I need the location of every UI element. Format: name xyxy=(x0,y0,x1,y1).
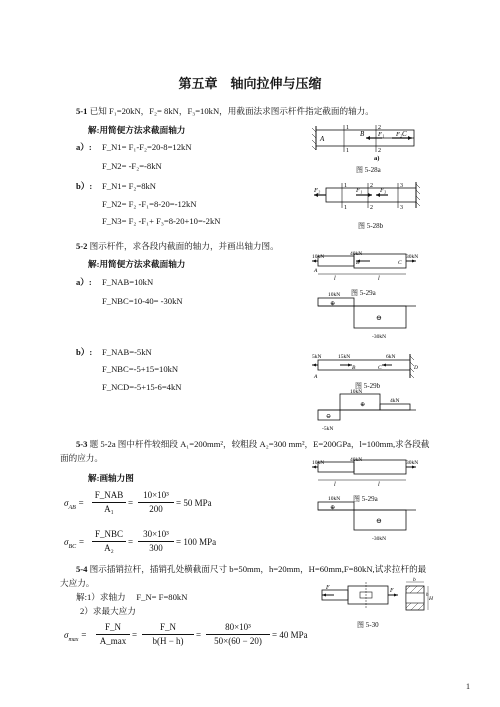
force-value: -30kN xyxy=(372,536,387,542)
subfigure-label: a) xyxy=(374,155,380,162)
force-label: F xyxy=(326,585,330,591)
problem-text: 图示杆件，求各段内截面的轴力，并画出轴力图。 xyxy=(89,241,279,251)
section-label: 2 xyxy=(370,183,373,189)
force-label: 10kN xyxy=(312,254,325,260)
equation-line: F_N3= F₂ -F₁+ F₃=8-20+10=-2kN xyxy=(102,216,221,226)
minus-sign: ⊖ xyxy=(326,414,332,420)
section-label: 3 xyxy=(400,183,403,189)
problem-text-continued: 大应力。 xyxy=(60,578,95,588)
problem-5-3-statement xyxy=(76,439,430,450)
equation-line: F_N2= -F₂=-8kN xyxy=(102,161,162,171)
point-label: A xyxy=(314,374,318,380)
dimension-label: H xyxy=(429,596,433,602)
force-value: -5kN xyxy=(322,426,334,432)
point-label: B xyxy=(356,260,360,266)
minus-sign: ⊖ xyxy=(376,517,382,525)
length-label: l xyxy=(334,482,336,488)
figure-caption: 图 5-30 xyxy=(357,621,379,629)
solution-step: 解:1）求轴力 F_N= F=80kN xyxy=(76,592,188,602)
section-label: 1 xyxy=(346,148,349,154)
case-label-a: a）: xyxy=(76,142,92,152)
length-label: l xyxy=(334,276,336,282)
figure-5-29b-bar xyxy=(312,352,422,384)
section-label: 2 xyxy=(378,148,381,154)
figure-5-29a xyxy=(312,252,422,342)
problem-text-continued: 面的应力。 xyxy=(60,453,103,463)
figure-5-29b-diagram xyxy=(312,388,422,434)
figure-5-28a xyxy=(312,122,422,162)
force-label: 15kN xyxy=(338,354,351,360)
case-label-b: b）: xyxy=(76,181,93,191)
problem-label: 5-2 xyxy=(76,241,88,251)
equation-line: F_N1= F₂=8kN xyxy=(102,181,156,191)
case-label-b: b）: xyxy=(76,347,93,357)
force-label: 5kN xyxy=(312,354,322,360)
length-label: l xyxy=(378,482,380,488)
section-label: 2 xyxy=(378,125,381,131)
force-label: F₁ xyxy=(378,131,385,138)
section-label: 2 xyxy=(370,205,373,211)
problem-text: 图示插销拉杆，插销孔处横截面尺寸 b=50mm，h=20mm，H=60mm,F=80kN,试求拉杆的最 xyxy=(89,564,427,574)
figure-5-30 xyxy=(318,578,434,618)
plus-sign: ⊕ xyxy=(330,505,336,511)
case-label-a: a）: xyxy=(76,277,92,287)
point-label: D xyxy=(414,365,418,371)
page-number: 1 xyxy=(466,682,470,691)
force-label: F₃ xyxy=(380,187,387,194)
equation-line: F_N2= F₂ -F₁=8-20=-12kN xyxy=(102,199,197,209)
equation-line: F_N1= F₁-F₂=20-8=12kN xyxy=(102,142,192,152)
problem-5-4-statement xyxy=(76,564,426,575)
force-value: 10kN xyxy=(328,292,341,298)
force-label: 10kN xyxy=(312,460,325,466)
problem-text: 已知 F₁=20kN，F₂= 8kN，F₃=10kN，用截面法求图示杆件指定截面的轴力。 xyxy=(89,106,374,116)
force-value: 10kN xyxy=(328,496,341,502)
force-label: F xyxy=(390,588,394,594)
section-label: 1 xyxy=(344,183,347,189)
force-value: 4kN xyxy=(390,398,400,404)
figure-5-29a-repeat xyxy=(312,458,422,544)
force-label: F₂ xyxy=(396,131,403,138)
point-label: B xyxy=(360,130,365,138)
force-label: 6kN xyxy=(386,354,396,360)
section-label: 1 xyxy=(346,125,349,131)
problem-label: 5-4 xyxy=(76,564,88,574)
force-value: -30kN xyxy=(372,334,387,340)
page-title: 第五章 轴向拉伸与压缩 xyxy=(178,76,322,91)
force-label: 40kN xyxy=(350,457,363,463)
plus-sign: ⊕ xyxy=(330,301,336,307)
force-label: F₂ xyxy=(314,187,321,194)
equation-line: F_NBC=-5+15=10kN xyxy=(102,364,179,374)
figure-caption: 图 5-28b xyxy=(358,222,384,230)
force-label: F₁ xyxy=(356,187,363,194)
force-label: 40kN xyxy=(350,251,363,257)
section-label: 1 xyxy=(344,205,347,211)
equation-line: F_NAB=-5kN xyxy=(102,347,152,357)
problem-text: 题 5-2a 图中杆件较细段 A₁=200mm²，较粗段 A₂=300 mm²，E=200GPa，l=100mm,求各段截 xyxy=(89,439,430,449)
dimension-label: h xyxy=(426,593,429,598)
solution-step: 2）求最大应力 xyxy=(80,606,136,616)
section-label: 3 xyxy=(400,205,403,211)
length-label: l xyxy=(378,276,380,282)
solution-intro: 解:用简便方法求截面轴力 xyxy=(88,125,186,135)
plus-sign: ⊕ xyxy=(360,402,366,408)
figure-caption: 图 5-28a xyxy=(356,166,381,174)
equation-line: F_NBC=10-40= -30kN xyxy=(102,296,183,306)
force-label: 30kN xyxy=(406,254,419,260)
figure-caption: 图 5-29b xyxy=(355,382,381,390)
point-label: A xyxy=(314,268,318,274)
problem-label: 5-3 xyxy=(76,439,88,449)
equation-line: F_NCD=-5+15-6=4kN xyxy=(102,382,182,392)
point-label: C xyxy=(378,365,382,371)
force-value: 10kN xyxy=(350,389,363,395)
minus-sign: ⊖ xyxy=(376,314,382,322)
point-label: C xyxy=(402,130,407,138)
equation-line: F_NAB=10kN xyxy=(102,277,154,287)
dimension-label: b xyxy=(413,577,416,583)
solution-intro: 解:用简便方法求截面轴力 xyxy=(88,259,186,269)
force-label: 30kN xyxy=(406,460,419,466)
point-label: B xyxy=(352,365,356,371)
figure-caption: 图 5-29a xyxy=(351,289,376,297)
solution-intro: 解:画轴力图 xyxy=(88,473,134,483)
problem-label: 5-1 xyxy=(76,106,88,116)
figure-caption: 图 5-29a xyxy=(353,495,378,503)
problem-5-1-statement xyxy=(76,106,374,117)
point-label: C xyxy=(398,260,402,266)
figure-5-28b xyxy=(312,180,422,218)
problem-5-2-statement xyxy=(76,241,279,252)
point-label: A xyxy=(320,135,325,143)
